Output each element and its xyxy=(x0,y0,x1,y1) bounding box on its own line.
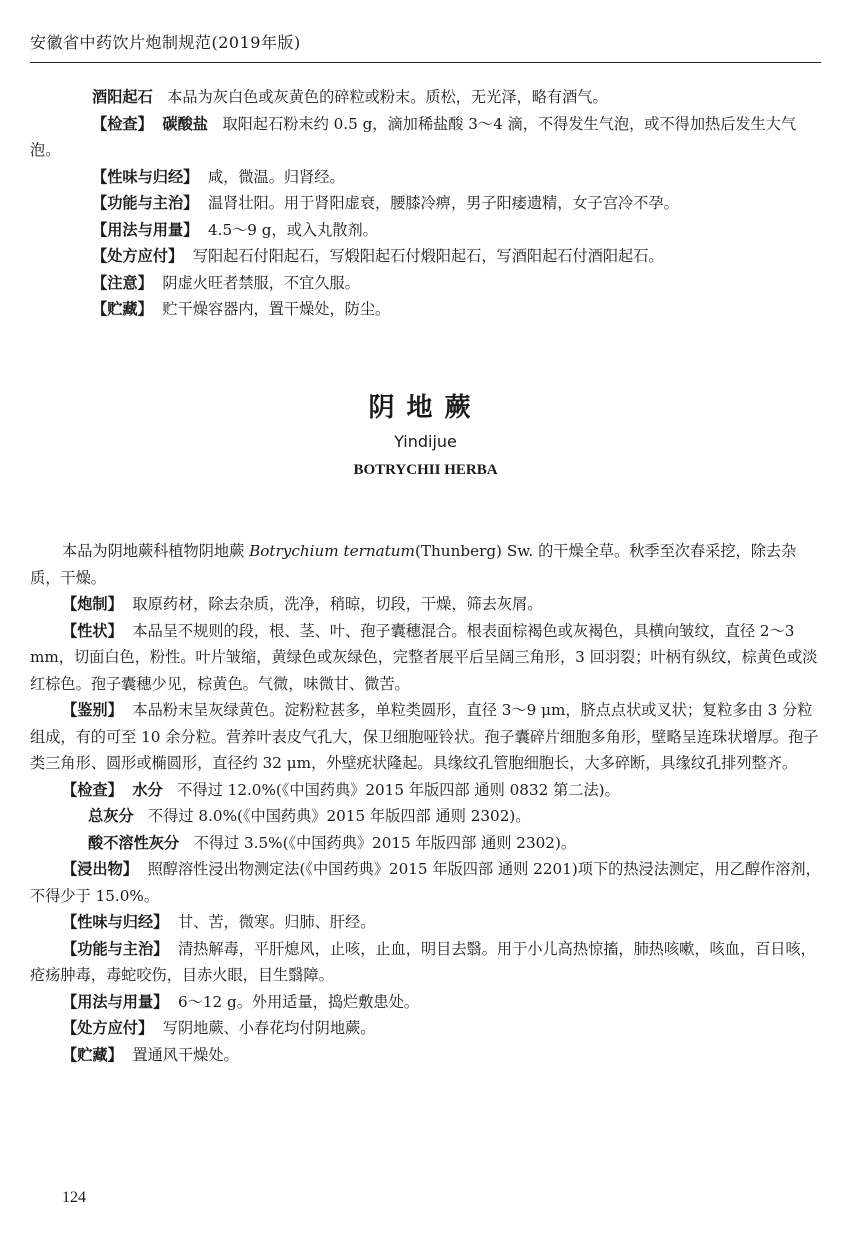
header-rule xyxy=(30,62,821,63)
jianbie-text: 本品粉末呈灰绿黄色。淀粉粒甚多，单粒类圆形，直径 3～9 μm，脐点点状或叉状；复粒多由 3 分粒组成，有的可至 10 余分粒。营养叶表皮气孔大，保卫细胞哑铃状。孢子囊碎片细胞多角形，壁略呈连珠状增厚。孢子类三角形、圆形或椭圆形，直径约 32 μm，外壁疣状隆起。具缘纹孔管胞细胞长，大多碎断，具缘纹孔排列整齐。 xyxy=(30,701,819,772)
jiu-paragraph xyxy=(60,84,821,111)
paozhi-text: 取原药材，除去杂质，洗净，稍晾，切段，干燥，筛去灰屑。 xyxy=(132,595,543,613)
zonghui-text: 不得过 8.0%(《中国药典》2015 年版四部 通则 2302)。 xyxy=(148,807,531,825)
zonghui-paragraph xyxy=(30,803,821,830)
check-sub-label: 碳酸盐 xyxy=(162,114,208,133)
xingwei-paragraph xyxy=(60,164,821,191)
check-label: 【检查】 xyxy=(92,114,153,133)
gongneng-text: 温肾壮阳。用于肾阳虚衰，腰膝冷痹，男子阳痿遗精，女子宫冷不孕。 xyxy=(207,194,679,212)
intro-text-a: 本品为阴地蕨科植物阴地蕨 xyxy=(62,542,245,560)
monograph-title: 阴地蕨 xyxy=(368,393,483,423)
xingwei2-paragraph xyxy=(30,909,821,936)
monograph-pinyin: Yindijue xyxy=(394,432,457,451)
gongneng2-text: 清热解毒，平肝熄风，止咳，止血，明目去翳。用于小儿高热惊搐，肺热咳嗽，咳血，百日咳，疮疡肿毒，毒蛇咬伤，目赤火眼，目生翳障。 xyxy=(30,939,816,984)
chufang2-text: 写阴地蕨、小春花均付阴地蕨。 xyxy=(162,1019,376,1037)
zhucang-paragraph xyxy=(60,296,821,323)
zhuyi-text: 阴虚火旺者禁服，不宜久服。 xyxy=(162,273,360,292)
xingwei2-text: 甘、苦，微寒。归肺、肝经。 xyxy=(177,913,376,931)
zhuyi-paragraph xyxy=(60,270,821,297)
jiancha-shuifen-paragraph xyxy=(30,777,821,804)
xingzhuang-label: 【性状】 xyxy=(62,621,123,640)
check-text: 取阳起石粉末约 0.5 g，滴加稀盐酸 3～4 滴，不得发生气泡，或不得加热后发生大气泡。 xyxy=(30,114,797,159)
running-header: 安徽省中药饮片炮制规范(2019年版) xyxy=(30,33,301,52)
chufang-text: 写阳起石付阳起石，写煅阳起石付煅阳起石，写酒阳起石付酒阳起石。 xyxy=(192,247,664,265)
page-number: 124 xyxy=(62,1189,86,1206)
gongneng-label: 【功能与主治】 xyxy=(92,194,199,212)
monograph-body xyxy=(30,538,821,1068)
yongfa2-label: 【用法与用量】 xyxy=(62,992,169,1011)
xingwei2-label: 【性味与归经】 xyxy=(62,913,169,931)
jiu-text: 本品为灰白色或灰黄色的碎粒或粉末。质松，无光泽，略有酒气。 xyxy=(167,88,608,106)
monograph-latin-name: BOTRYCHII HERBA xyxy=(353,462,498,478)
intro-species: Botrychium ternatum xyxy=(249,542,415,560)
yongfa-paragraph xyxy=(60,217,821,244)
yongfa2-text: 6～12 g。外用适量，捣烂敷患处。 xyxy=(177,992,419,1011)
xingzhuang-paragraph xyxy=(30,618,821,698)
shuifen-text: 不得过 12.0%(《中国药典》2015 年版四部 通则 0832 第二法)。 xyxy=(177,780,620,799)
zhucang-label: 【贮藏】 xyxy=(92,300,153,318)
zhucang2-label: 【贮藏】 xyxy=(62,1045,123,1064)
jinchu-label: 【浸出物】 xyxy=(62,860,138,878)
previous-monograph-section xyxy=(30,84,821,323)
gongneng2-label: 【功能与主治】 xyxy=(62,939,169,958)
chufang-label: 【处方应付】 xyxy=(92,247,184,265)
zhucang-text: 贮干燥容器内，置干燥处，防尘。 xyxy=(162,300,391,318)
zonghui-label: 总灰分 xyxy=(88,807,134,825)
gongneng-paragraph xyxy=(60,190,821,217)
chufang2-paragraph xyxy=(30,1015,821,1042)
jiu-label: 酒阳起石 xyxy=(92,88,153,106)
chufang-paragraph xyxy=(60,243,821,270)
intro-text-b: (Thunberg) Sw. 的干燥全草。秋季至次春采挖，除去杂质，干燥。 xyxy=(30,542,797,587)
zhucang2-paragraph xyxy=(30,1042,821,1069)
yongfa-text: 4.5～9 g，或入丸散剂。 xyxy=(207,220,378,239)
chufang2-label: 【处方应付】 xyxy=(62,1019,154,1037)
suan-label: 酸不溶性灰分 xyxy=(88,833,180,852)
paozhi-label: 【炮制】 xyxy=(62,595,123,613)
jinchu-text: 照醇溶性浸出物测定法(《中国药典》2015 年版四部 通则 2201)项下的热浸法测定，用乙醇作溶剂，不得少于 15.0%。 xyxy=(30,860,821,905)
jinchu-paragraph xyxy=(30,856,821,909)
yongfa2-paragraph xyxy=(30,989,821,1016)
intro-paragraph xyxy=(30,538,821,591)
check-paragraph xyxy=(30,111,821,164)
jiancha-label: 【检查】 xyxy=(62,780,123,799)
xingwei-text: 咸，微温。归肾经。 xyxy=(207,167,345,186)
xingwei-label: 【性味与归经】 xyxy=(92,167,199,186)
suan-text: 不得过 3.5%(《中国药典》2015 年版四部 通则 2302)。 xyxy=(193,833,577,852)
xingzhuang-text: 本品呈不规则的段，根、茎、叶、孢子囊穗混合。根表面棕褐色或灰褐色，具横向皱纹，直径 2～3 mm，切面白色，粉性。叶片皱缩，黄绿色或灰绿色，完整者展平后呈阔三角形，3 回羽裂；叶柄有纵纹，棕黄色或淡红棕色。孢子囊穗少见，棕黄色。气微，味微甘、微苦。 xyxy=(30,621,818,693)
jianbie-label: 【鉴别】 xyxy=(62,701,123,719)
yongfa-label: 【用法与用量】 xyxy=(92,220,199,239)
suan-paragraph xyxy=(30,830,821,857)
zhuyi-label: 【注意】 xyxy=(92,273,153,292)
gongneng2-paragraph xyxy=(30,936,821,989)
zhucang2-text: 置通风干燥处。 xyxy=(132,1045,239,1064)
paozhi-paragraph xyxy=(30,591,821,618)
shuifen-label: 水分 xyxy=(132,780,163,799)
jianbie-paragraph xyxy=(30,697,821,777)
